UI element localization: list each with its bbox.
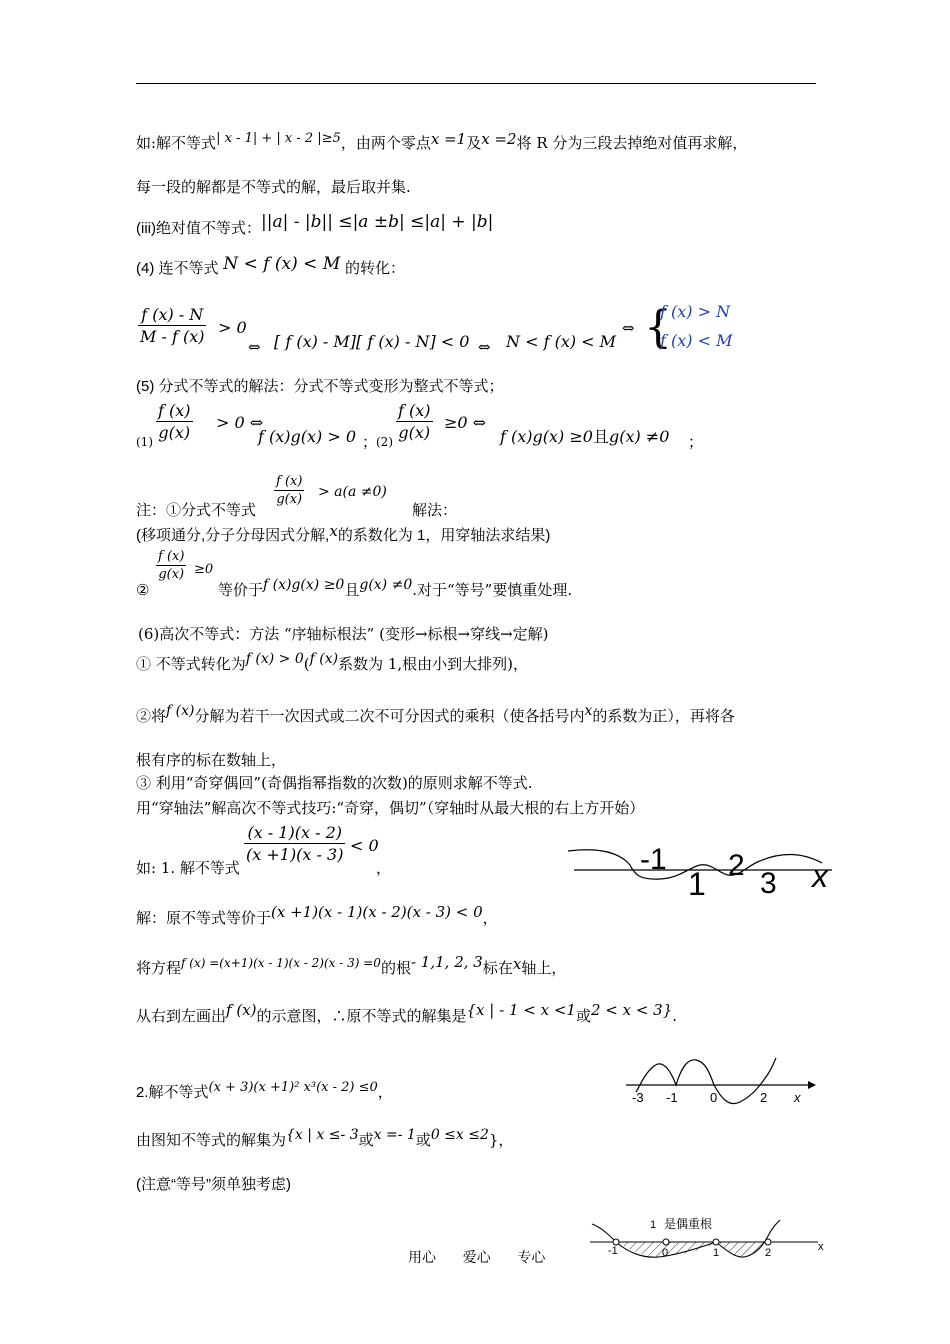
math-x: x: [329, 522, 338, 540]
math-geq-zero-iff: ≥0 ⇔: [444, 413, 487, 432]
text-line: [136, 1082, 393, 1104]
root-label-2: 2: [765, 1247, 772, 1259]
denominator: g(x): [158, 423, 191, 442]
item-number: (1): [136, 435, 153, 449]
text-line: [136, 651, 529, 675]
numerator: f (x): [276, 474, 303, 489]
text: 注：①分式不等式: [136, 501, 257, 519]
math-product-geq-zero: f (x)g(x) ≥0: [500, 427, 593, 446]
fraction: [396, 401, 433, 442]
text: 每一段的解都是不等式的解，最后取并集.: [136, 178, 411, 196]
text: ，: [377, 1083, 393, 1101]
axis-label-x: x: [812, 858, 828, 894]
text-line: [136, 1001, 678, 1026]
text: 解：原不等式等价于: [136, 909, 272, 927]
text: 或: [415, 1131, 431, 1149]
math-zero-point: x =1: [430, 130, 467, 148]
text: (: [303, 655, 310, 673]
math-f: f (x): [226, 1001, 257, 1019]
fraction: [138, 305, 206, 346]
math-equation: f (x) =(x+1)(x - 1)(x - 2)(x - 3) =0: [181, 956, 381, 970]
math-solution-set: {x | - 1 < x <1: [466, 1001, 576, 1019]
text-line: [136, 177, 411, 197]
text-line: [136, 1127, 514, 1151]
denominator: g(x): [276, 492, 303, 507]
text-line-chain-inequality: [136, 254, 406, 279]
text: (移项通分,分子分母因式分解,: [136, 527, 330, 544]
math-f-gt-zero: f (x) > 0: [245, 651, 304, 667]
text-line-high-degree: [138, 624, 549, 644]
left-brace: {: [644, 302, 672, 353]
iff-symbol: ⇔: [248, 338, 261, 356]
text-line-fraction-inequality: [136, 376, 504, 397]
text: 且: [344, 581, 360, 599]
text: 将 R 分为三段去掉绝对值再求解，: [516, 134, 748, 152]
math-zero-point: x =2: [481, 130, 517, 148]
text: ，: [482, 909, 498, 927]
text-line: [136, 522, 551, 546]
root-label-2: 2: [728, 849, 745, 882]
math-case: f (x) > N: [660, 302, 731, 321]
separator: ；: [688, 433, 704, 451]
text: 从右到左画出: [136, 1007, 227, 1025]
numerator: f (x): [398, 401, 431, 420]
math-x: x: [584, 703, 593, 719]
text: .: [672, 1007, 678, 1025]
math-solution-set: {x | x ≤- 3: [286, 1127, 359, 1143]
denominator: g(x): [398, 423, 431, 442]
text-line-triangle-inequality: [136, 212, 494, 239]
math-chain-inequality: N < f (x) < M: [506, 332, 617, 351]
numerator: f (x): [158, 401, 191, 420]
number-line-figure-2: [622, 1052, 818, 1108]
text: (5) 分式不等式的解法：分式不等式变形为整式不等式；: [136, 378, 504, 395]
iff-symbol: ⇔: [478, 338, 491, 356]
root-label-neg1: -1: [608, 1245, 618, 1257]
math-g-nonzero: g(x) ≠0: [359, 577, 413, 593]
text: 用“穿轴法”解高次不等式技巧:“奇穿，偶切”（穿轴时从最大根的右上方开始）: [136, 799, 645, 817]
math-product-gt-zero: f (x)g(x) > 0: [258, 427, 357, 446]
text: 分解为若干一次因式或二次不可分因式的乘积（使各括号内: [194, 707, 585, 725]
math-lt-zero: < 0: [350, 836, 379, 855]
math-solution-set: 0 ≤x ≤2: [430, 1127, 489, 1143]
number-line-figure-1: [560, 835, 850, 900]
math-product-lt-zero: (x +1)(x - 1)(x - 2)(x - 3) < 0: [271, 903, 483, 921]
caption-text: 是偶重根: [664, 1217, 713, 1231]
root-label-neg3: -3: [632, 1090, 644, 1105]
caption-root: 1: [650, 1219, 657, 1231]
text-line-absolute-value-example: [136, 130, 748, 155]
text: ②: [136, 581, 150, 599]
text-line: [136, 798, 644, 818]
text: 或: [575, 1007, 591, 1025]
text: 的根: [380, 959, 411, 977]
text: 轴上，: [521, 959, 567, 977]
text-line: [136, 953, 567, 979]
numerator: f (x): [158, 549, 185, 564]
text: 且: [592, 427, 609, 446]
numerator: (x - 1)(x - 2): [244, 823, 345, 844]
footer-text: 专心: [517, 1250, 546, 1266]
text: (6)高次不等式：方法 “序轴标根法” (变形→标根→穿线→定解): [138, 625, 549, 643]
axis-label-x: x: [794, 1090, 801, 1105]
math-x: x: [512, 955, 522, 973]
math-product-geq-zero: f (x)g(x) ≥0: [263, 577, 345, 593]
text: 如: 1. 解不等式: [136, 859, 240, 877]
math-gt-zero: > 0: [218, 318, 247, 337]
text: 解法：: [412, 501, 458, 519]
text: 等价于: [218, 581, 264, 599]
math-triangle-inequality: ||a| - |b|| ≤|a ±b| ≤|a| + |b|: [261, 212, 494, 232]
text: 2.解不等式: [136, 1084, 209, 1101]
axis-label-x: x: [818, 1241, 824, 1253]
root-label-1: 1: [713, 1247, 720, 1259]
root-label-1: 1: [688, 866, 706, 900]
math-f: f (x): [309, 651, 339, 667]
text: ① 不等式转化为: [136, 655, 246, 673]
text: 标在: [482, 959, 513, 977]
text: }，: [488, 1131, 514, 1149]
footer-text: 用心: [408, 1250, 436, 1266]
math-f: f (x): [166, 703, 195, 719]
text: 由图知不等式的解集为: [136, 1132, 287, 1149]
text: .对于“等号”要慎重处理.: [412, 581, 573, 599]
text: 的示意图，∴原不等式的解集是: [256, 1007, 467, 1025]
math-geq-zero: ≥0: [194, 562, 214, 577]
footer-text: 爱心: [462, 1250, 491, 1266]
text: ，: [376, 859, 392, 877]
text: (注意“等号”须单独考虑): [136, 1176, 291, 1193]
root-label-3: 3: [760, 867, 777, 900]
root-label-0: 0: [662, 1247, 669, 1259]
math-inequality: (x + 3)(x +1)² x³(x - 2) ≤0: [208, 1080, 378, 1095]
footer: [408, 1248, 545, 1268]
text-line: [218, 577, 573, 601]
text: ③ 利用“奇穿偶回”(奇偶指幂指数的次数)的原则求解不等式.: [136, 774, 533, 792]
math-product-inequality: [ f (x) - M][ f (x) - N] < 0: [274, 332, 470, 351]
text-line-note: [136, 1174, 291, 1195]
root-label-0: 0: [710, 1090, 718, 1105]
denominator: (x +1)(x - 3): [246, 845, 344, 864]
iff-symbol: ⇔: [622, 319, 635, 337]
fraction: [244, 823, 345, 864]
text-line: [136, 750, 286, 770]
text: 或: [358, 1131, 374, 1149]
denominator: M - f (x): [140, 327, 205, 346]
math-solution-set: x =- 1: [373, 1127, 416, 1143]
denominator: g(x): [158, 567, 185, 582]
math-geq-condition: [500, 427, 669, 447]
math-chain-inequality: N < f (x) < M: [223, 254, 341, 274]
math-gt-zero-iff: > 0 ⇔: [216, 413, 264, 432]
math-inequality: | x - 1| + | x - 2 |≥5: [216, 131, 341, 146]
text: 如:解不等式: [136, 134, 217, 152]
item-number: (2): [376, 435, 393, 449]
root-label-neg1: -1: [640, 843, 667, 876]
header-rule: [136, 83, 816, 84]
root-label-2: 2: [760, 1090, 768, 1105]
numerator: f (x) - N: [138, 305, 206, 326]
text: 的系数化为 1，用穿轴法求结果): [337, 527, 551, 544]
text: 及: [466, 134, 482, 152]
text: ②将: [136, 707, 167, 725]
text: 根有序的标在数轴上，: [136, 751, 287, 769]
text: 的系数为正），再将各: [592, 707, 735, 725]
text-line: [136, 773, 533, 793]
math-case: f (x) < M: [660, 331, 733, 350]
math-gt-a: > a(a ≠0): [318, 484, 387, 500]
math-solution-set: 2 < x < 3}: [590, 1001, 673, 1019]
text: (iii)绝对值不等式：: [136, 220, 261, 237]
math-g-nonzero: g(x) ≠0: [608, 427, 670, 446]
text: 系数为 1,根由小到大排列)，: [338, 655, 529, 673]
text: 将方程: [136, 959, 182, 977]
text: (4) 连不等式: [136, 260, 219, 277]
number-line-figure-3: [588, 1214, 832, 1266]
fraction: [156, 549, 186, 582]
text: 的转化：: [345, 259, 406, 277]
text-line: [136, 703, 735, 727]
math-roots: - 1,1, 2, 3: [410, 953, 483, 971]
text: ，由两个零点: [340, 134, 431, 152]
root-label-neg1: -1: [666, 1090, 678, 1105]
text-line: [136, 903, 498, 928]
separator: ；: [362, 433, 378, 451]
fraction: [156, 401, 193, 442]
fraction: [274, 474, 304, 507]
